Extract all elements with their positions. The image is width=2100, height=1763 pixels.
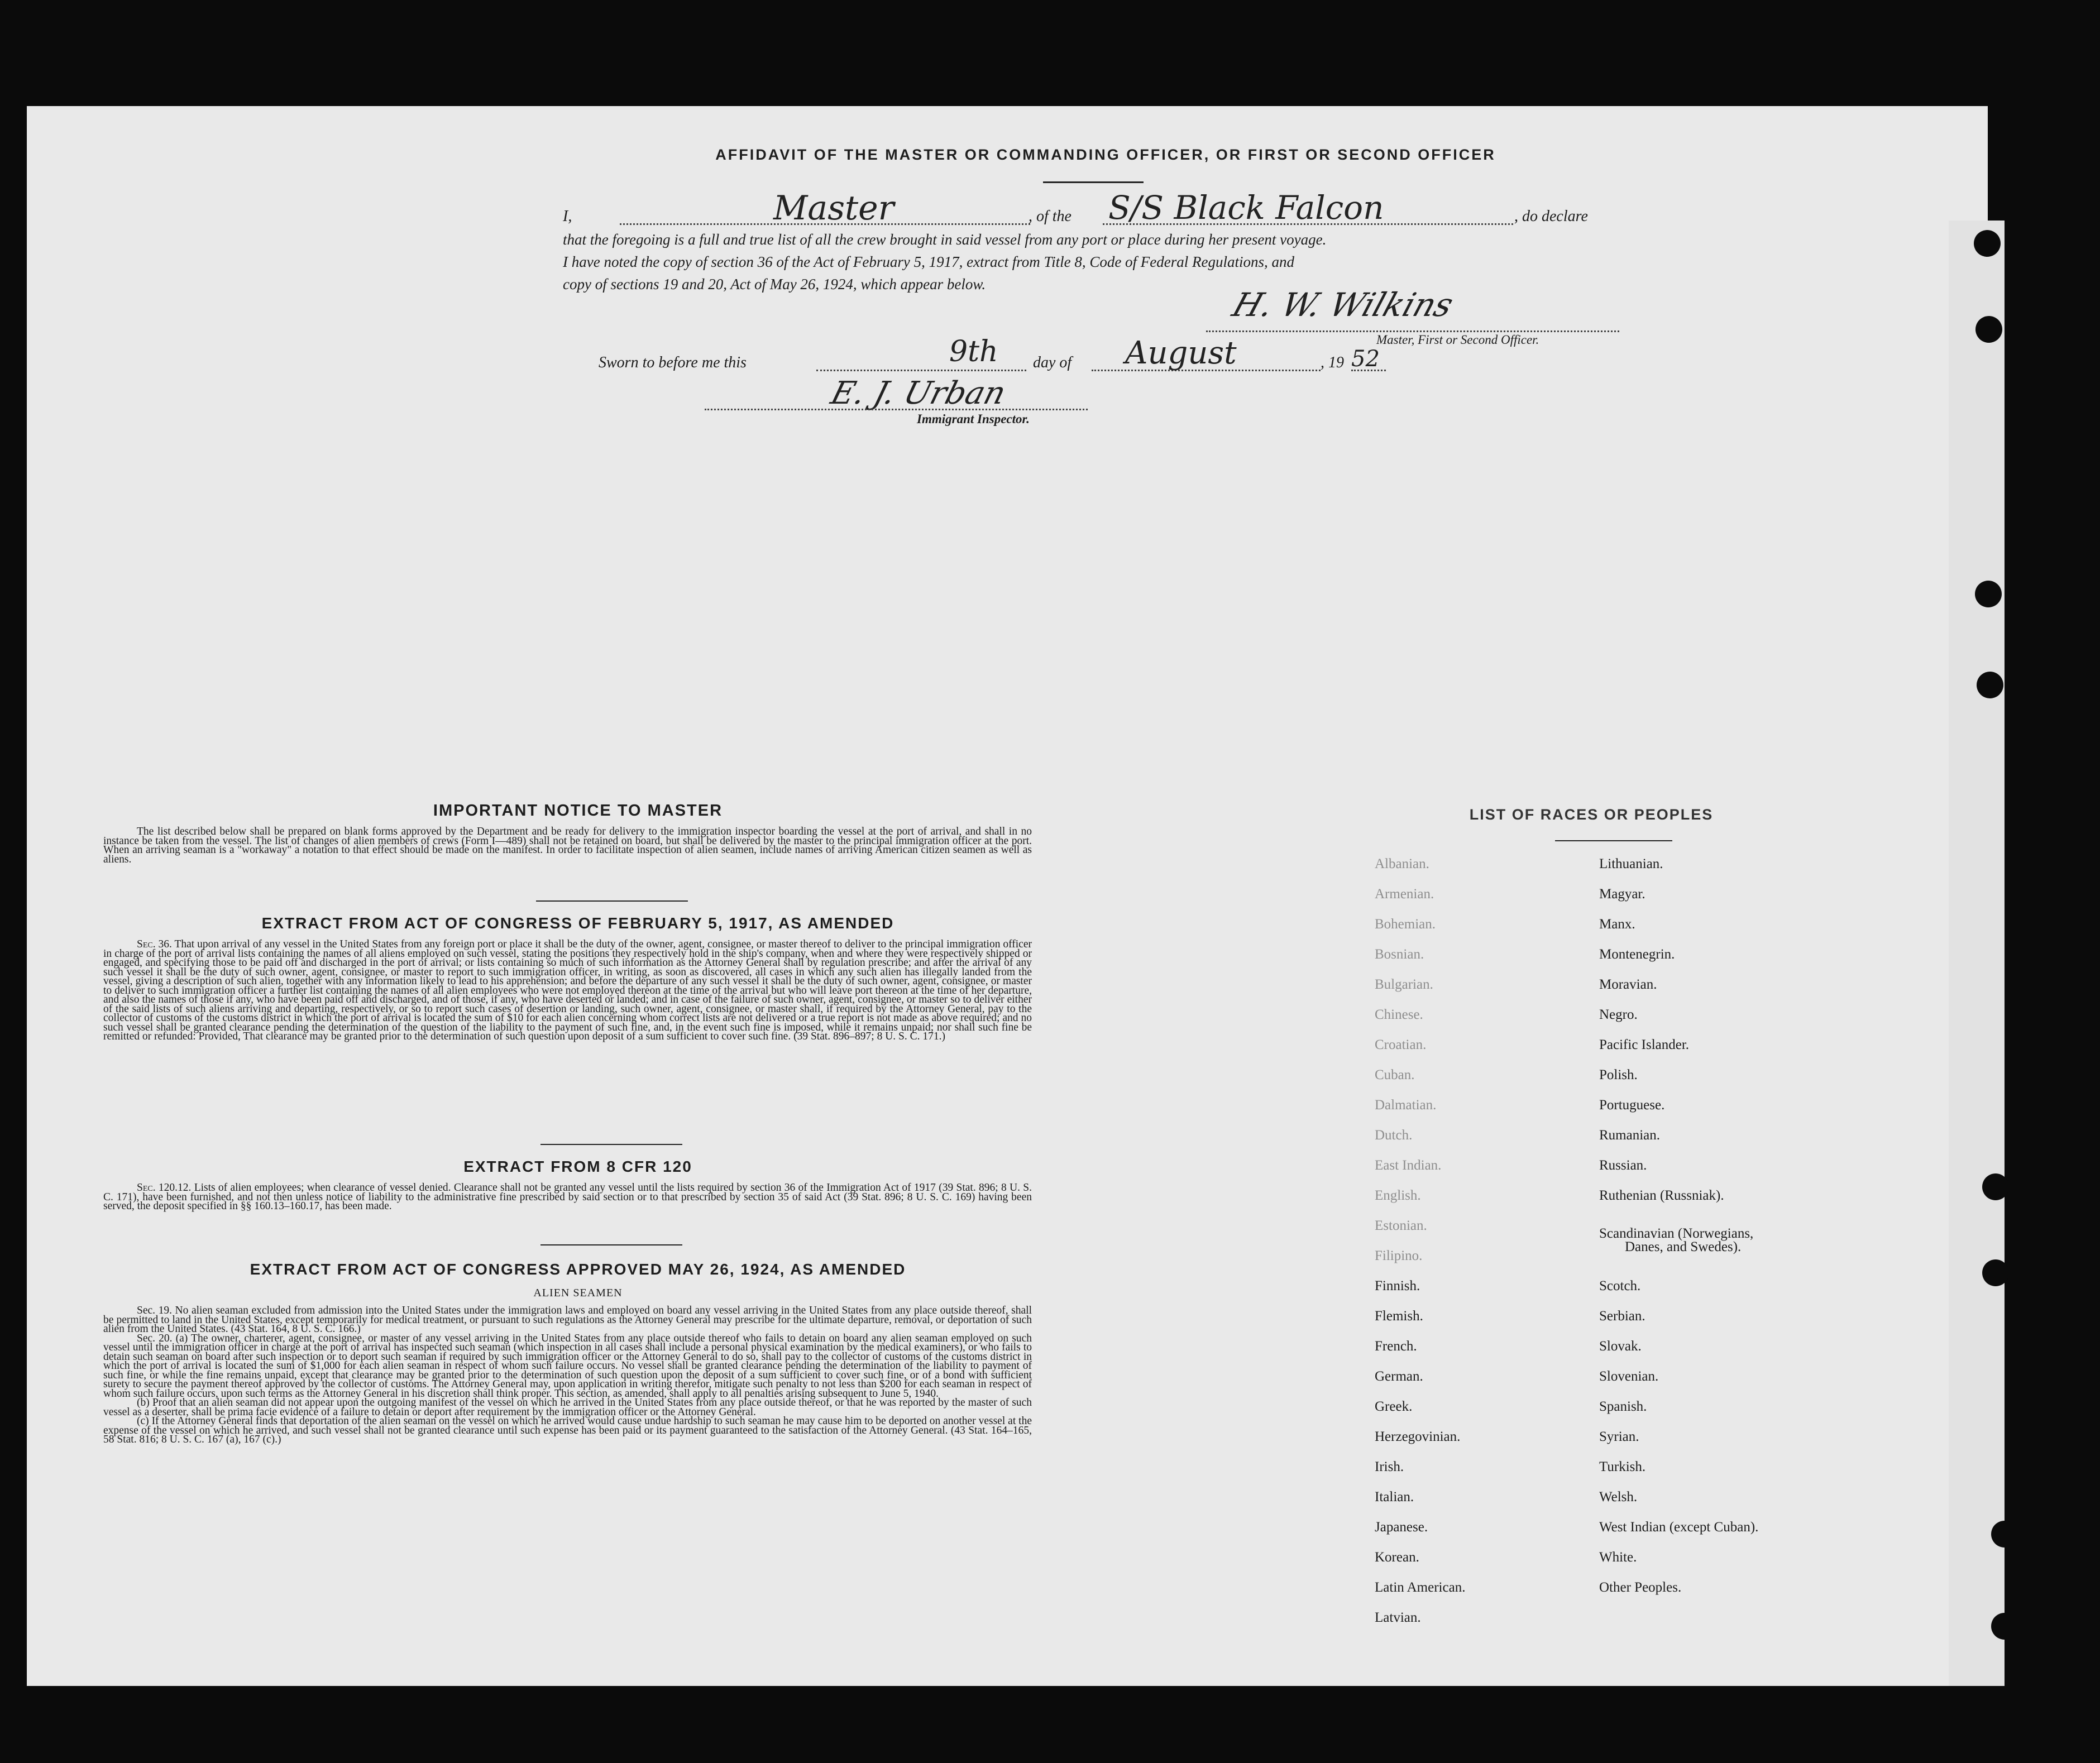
race-item: Magyar.: [1599, 887, 1645, 902]
sworn-month-handwritten: August: [1125, 335, 1237, 371]
extract-1917-title: EXTRACT FROM ACT OF CONGRESS OF FEBRUARY 5, 1917, AS AMENDED: [261, 914, 894, 932]
affidavit-declare: , do declare: [1514, 208, 1588, 225]
divider: [1555, 840, 1672, 841]
race-item: French.: [1375, 1339, 1417, 1354]
inspector-caption: Immigrant Inspector.: [917, 412, 1030, 426]
master-signature-line: [1206, 330, 1619, 332]
race-item: Latvian.: [1375, 1610, 1421, 1625]
race-item: Pacific Islander.: [1599, 1037, 1690, 1052]
race-item: Cuban.: [1375, 1067, 1415, 1082]
race-item: Greek.: [1375, 1399, 1413, 1414]
race-item: Dalmatian.: [1375, 1098, 1437, 1113]
race-item: Other Peoples.: [1599, 1580, 1682, 1595]
race-item: Portuguese.: [1599, 1098, 1665, 1113]
race-item: Croatian.: [1375, 1037, 1427, 1052]
race-item: English.: [1375, 1188, 1421, 1203]
race-item: Finnish.: [1375, 1278, 1420, 1293]
race-item: Dutch.: [1375, 1128, 1413, 1143]
divider: [540, 1244, 682, 1245]
race-item: Manx.: [1599, 917, 1635, 932]
inspector-signature-line: [705, 409, 1088, 410]
divider: [540, 1144, 682, 1145]
binder-hole: [1982, 1173, 2009, 1200]
binder-hole: [1982, 1259, 2009, 1286]
race-item: Danes, and Swedes).: [1625, 1239, 1742, 1254]
race-item: Armenian.: [1375, 887, 1434, 902]
race-item: Bosnian.: [1375, 947, 1424, 962]
race-item: Spanish.: [1599, 1399, 1647, 1414]
race-item: Flemish.: [1375, 1309, 1423, 1324]
race-item: Italian.: [1375, 1489, 1414, 1505]
race-item: Scotch.: [1599, 1278, 1641, 1293]
sec-20b-text: (b) Proof that an alien seaman did not appear upon the outgoing manifest of the vessel on which he arrived in the United States from any place outside thereof, or that he was reported by the master of such vessel as a deserter, shall be prima facie evidence of a failure to detain or deport after requirement by the immigration officer or the Attorney General.: [103, 1397, 1032, 1418]
master-caption: Master, First or Second Officer.: [1376, 333, 1539, 347]
vessel-name-handwritten: S/S Black Falcon: [1108, 189, 1384, 227]
race-item: Russian.: [1599, 1158, 1647, 1173]
affidavit-i: I,: [563, 208, 572, 225]
document-page: [27, 106, 1988, 1686]
sec-19-text: Sec. 19. No alien seaman excluded from admission into the United States under the immigration laws and employed on board any vessel arriving in the United States from any place outside thereof, shall be permitted to land in the United States, except temporarily for medical treatment, or pursuant to such regulations as the Attorney General may prescribe for the ultimate departure, removal, or deportation of such alien from the United States. (43 Stat. 164, 8 U. S. C. 166.): [103, 1305, 1032, 1335]
race-item: Rumanian.: [1599, 1128, 1661, 1143]
race-item: Estonian.: [1375, 1218, 1427, 1233]
race-item: Japanese.: [1375, 1520, 1428, 1535]
race-item: Lithuanian.: [1599, 856, 1663, 871]
race-item: Bohemian.: [1375, 917, 1436, 932]
race-item: Moravian.: [1599, 977, 1657, 992]
sec-36-label: Sec. 36.: [137, 938, 172, 950]
sec-20c-text: (c) If the Attorney General finds that deportation of the alien seaman on the vessel on which he arrived would cause undue hardship to such seaman he may cause him to be deported on another vessel at the expense of the vessel on which he arrived, and such vessel shall not be granted clearance until such expense has been paid or its payment guaranteed to the satisfaction of the Attorney General. (43 Stat. 164–165, 58 Stat. 816; 8 U. S. C. 167 (a), 167 (c).): [103, 1415, 1032, 1445]
extract-1924-title: EXTRACT FROM ACT OF CONGRESS APPROVED MAY 26, 1924, AS AMENDED: [250, 1261, 906, 1278]
affidavit-of-the: , of the: [1029, 208, 1071, 225]
binder-hole: [1975, 316, 2002, 343]
race-item: Bulgarian.: [1375, 977, 1433, 992]
race-item: Chinese.: [1375, 1007, 1423, 1022]
race-item: Irish.: [1375, 1459, 1404, 1474]
race-item: Albanian.: [1375, 856, 1429, 871]
affidavit-title: AFFIDAVIT OF THE MASTER OR COMMANDING OFFICER, OR FIRST OR SECOND OFFICER: [715, 146, 1496, 163]
year-prefix: , 19: [1321, 354, 1344, 371]
binder-hole: [1991, 1521, 2018, 1548]
notice-text: The list described below shall be prepared on blank forms approved by the Department and be ready for delivery to the immigration inspector boarding the vessel at the port of arrival, and shall in no instance be taken from the vessel. The list of changes of alien members of crews (Form I—489) shall not be retained on board, but shall be delivered by the master to the principal immigration officer at the port. When an arriving seaman is a "workaway" a notation to that effect should be made on the manifest. In order to facilitate inspection of alien seamen, include names of arriving American citizen seamen as well as aliens.: [103, 826, 1032, 865]
race-item: East Indian.: [1375, 1158, 1442, 1173]
extract-cfr-text: [103, 1184, 1032, 1211]
day-line: [816, 370, 1026, 371]
race-item: Polish.: [1599, 1067, 1638, 1082]
master-name-handwritten: Master: [773, 189, 894, 228]
race-item: Scandinavian (Norwegians,: [1599, 1226, 1754, 1241]
page-edge-tab: [1949, 221, 2005, 1686]
extract-cfr-title: EXTRACT FROM 8 CFR 120: [463, 1158, 692, 1175]
affidavit-line-3: I have noted the copy of section 36 of the Act of February 5, 1917, extract from Title 8, Code of Federal Regulations, and: [563, 253, 1295, 270]
race-item: Turkish.: [1599, 1459, 1646, 1474]
race-item: Slovak.: [1599, 1339, 1642, 1354]
binder-hole: [1975, 581, 2002, 607]
divider: [536, 900, 688, 902]
race-item: Syrian.: [1599, 1429, 1639, 1444]
binder-hole: [1991, 1613, 2018, 1640]
divider: [1043, 181, 1144, 183]
race-item: German.: [1375, 1369, 1423, 1384]
race-item: Korean.: [1375, 1550, 1419, 1565]
affidavit-line-2: that the foregoing is a full and true list of all the crew brought in said vessel from any port or place during her present voyage.: [563, 231, 1327, 248]
sworn-text: Sworn to before me this: [599, 354, 747, 371]
sworn-day-handwritten: 9th: [949, 335, 998, 368]
race-item: West Indian (except Cuban).: [1599, 1520, 1759, 1535]
sec-20a-text: Sec. 20. (a) The owner, charterer, agent, consignee, or master of any vessel arriving in the United States from any place outside thereof who fails to detain on board any alien seaman employed on such vessel until the immigration officer in charge at the port of arrival has inspected such seaman (which inspection in all cases shall include a personal physical examination by the medical examiners), or who fails to detain such seaman on board after such inspection or to deport such seaman if required by such immigration officer or the Attorney General to do so, shall pay to the collector of customs of the customs district in which the port of arrival is located the sum of $1,000 for each alien seaman in respect of whom such failure occurs. No vessel shall be granted clearance pending the determination of the liability to payment of such fine, or while the fine remains unpaid, except that clearance may be granted prior to the determination of such question upon the deposit of a sum sufficient to cover such fine, or of a bond with sufficient surety to secure the payment thereof approved by the collector of customs. The Attorney General may, upon application in writing therefor, mitigate such penalty to not less than $200 for each seaman in respect of whom such failure occurs, upon such terms as the Attorney General in his discretion shall think proper. This section, as amended, shall apply to all penalties arising subsequent to June 5, 1940.: [103, 1332, 1032, 1400]
binder-hole: [1974, 230, 2001, 257]
race-item: Serbian.: [1599, 1309, 1645, 1324]
sec-36-text: That upon arrival of any vessel in the United States from any foreign port or place it shall be the duty of the owner, agent, consignee, or master thereof to deliver to the principal immigration officer in charge of the port of arrival lists containing the names of all aliens employed on such vessel, stating the positions they respectively hold in the ship's company, when and where they were respectively shipped or engaged, and specifying those to be paid off and discharged in the port of arrival; or lists containing so much of such information as the Attorney General shall by regulation prescribe; and after the arrival of any such vessel it shall be the duty of such owner, agent, consignee, or master to report to such immigration officer, in writing, as soon as discovered, all cases in which any such alien has illegally landed from the vessel, giving a description of such alien, together with any information likely to lead to his apprehension; and before the departure of any such vessel it shall be the duty of such owner, agent, consignee, or master to deliver to such immigration officer a further list containing the names of all alien employees who were not employed thereon at the time of the arrival but who will leave port thereon at the time of her departure, and also the names of those if any, who have been paid off and discharged, and of those, if any, who have deserted or landed; and in case of the failure of such owner, agent, consignee, or master so to deliver either of the said lists of such aliens arriving and departing, respectively, or so to report such cases of desertion or landing, such owner, agent, consignee, or master shall, if required by the Attorney General, pay to the collector of customs of the customs district in which the port of arrival is located the sum of $10 for each alien concerning whom correct lists are not delivered or a true report is not made as above required; and no such vessel shall be granted clearance pending the determination of the question of the liability to the payment of such fine, and, in the event such fine is imposed, while it remains unpaid; nor shall such fine be remitted or refunded: Provided, That clearance may be granted prior to the determination of such question upon deposit of a sum sufficient to cover such fine. (39 Stat. 896–897; 8 U. S. C. 171.): [103, 938, 1032, 1042]
extract-1917-text: [103, 940, 1032, 1042]
extract-1924-body: [103, 1306, 1032, 1445]
binder-hole: [1977, 672, 2003, 698]
sec-120-text: Lists of alien employees; when clearance of vessel denied. Clearance shall not be granted any vessel until the lists required by section 36 of the Immigration Act of 1917 (39 Stat. 896; 8 U. S. C. 171), have been furnished, and not then unless notice of liability to the administrative fine prescribed by said section or to that prescribed by section 35 of said Act (39 Stat. 896; 8 U. S. C. 169) having been served, the deposit specified in §§ 160.13–160.17, has been made.: [103, 1182, 1032, 1212]
race-item: Welsh.: [1599, 1489, 1638, 1505]
notice-title: IMPORTANT NOTICE TO MASTER: [433, 802, 723, 820]
sworn-year-handwritten: 52: [1351, 346, 1380, 372]
race-item: Slovenian.: [1599, 1369, 1659, 1384]
day-of-text: day of: [1033, 354, 1072, 371]
race-item: Herzegovinian.: [1375, 1429, 1461, 1444]
race-item: Latin American.: [1375, 1580, 1466, 1595]
race-item: Montenegrin.: [1599, 947, 1675, 962]
master-signature: H. W. Wilkins: [1227, 286, 1458, 324]
inspector-signature: E. J. Urban: [827, 375, 1010, 411]
affidavit-line-4: copy of sections 19 and 20, Act of May 26, 1924, which appear below.: [563, 276, 986, 293]
races-title: LIST OF RACES OR PEOPLES: [1469, 806, 1714, 823]
alien-seamen-subtitle: ALIEN SEAMEN: [533, 1287, 623, 1299]
race-item: White.: [1599, 1550, 1637, 1565]
sec-120-label: Sec. 120.12.: [137, 1182, 192, 1194]
race-item: Negro.: [1599, 1007, 1638, 1022]
race-item: Filipino.: [1375, 1248, 1423, 1263]
race-item: Ruthenian (Russniak).: [1599, 1188, 1724, 1203]
